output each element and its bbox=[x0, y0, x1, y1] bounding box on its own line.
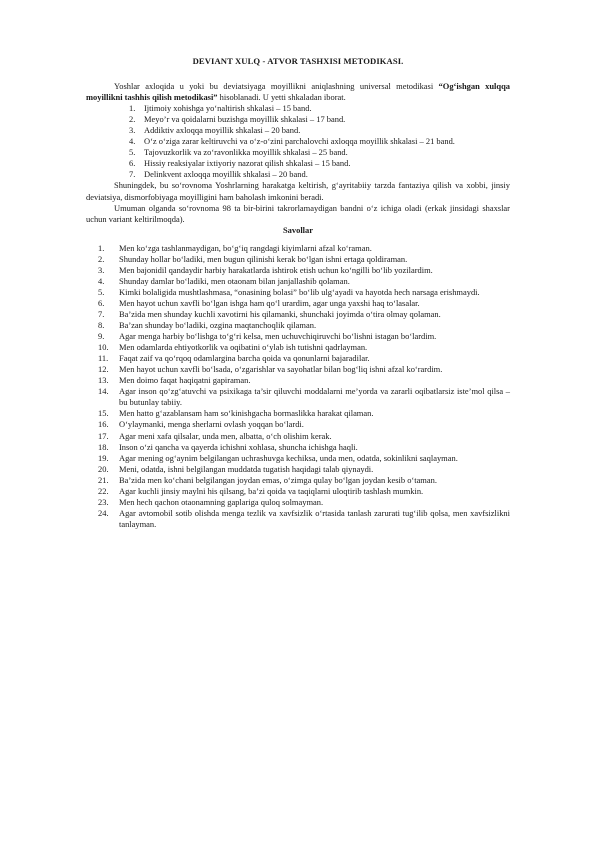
question-number: 1. bbox=[98, 242, 105, 253]
question-number: 16. bbox=[98, 419, 109, 430]
question-item bbox=[86, 265, 510, 276]
scale-number: 7. bbox=[129, 169, 136, 180]
scale-item bbox=[86, 114, 510, 125]
question-number: 9. bbox=[98, 331, 105, 342]
scale-text: Tajovuzkorlik va zo‘ravonlikka moyillik shkalasi – 25 band. bbox=[144, 147, 348, 158]
question-text: Meni, odatda, ishni belgilangan muddatda tugatish haqidagi talab qiynaydi. bbox=[119, 463, 374, 474]
question-item bbox=[86, 442, 510, 453]
scale-text: O‘z o‘ziga zarar keltiruvchi va o‘z-o‘zini parchalovchi axloqqa moyillik shkalasi – 21 band. bbox=[144, 136, 455, 147]
scale-item bbox=[86, 147, 510, 158]
scale-number: 3. bbox=[129, 125, 136, 136]
scale-number: 1. bbox=[129, 103, 136, 114]
question-text: Men hayot uchun xavfli bo‘lsada, o‘zgarishlar va sayohatlar bilan bog‘liq ishni afzal ko‘rardim. bbox=[119, 364, 443, 375]
question-number: 6. bbox=[98, 297, 105, 308]
question-number: 2. bbox=[98, 253, 105, 264]
scale-item bbox=[86, 125, 510, 136]
question-text: Ba’zida men shunday kuchli xavotirni his qilamanki, shunchaki joyimda o‘tira olmay qolaman. bbox=[119, 308, 441, 319]
question-number: 21. bbox=[98, 474, 109, 485]
question-number: 12. bbox=[98, 364, 109, 375]
question-item bbox=[86, 464, 510, 475]
question-text: Agar inson qo‘zg‘atuvchi va psixikaga ta’sir qiluvchi moddalarni me’yorda va zararli oqibatlarsiz iste’mol qilsa – bu butunlay tabiiy. bbox=[119, 386, 510, 408]
question-text: Men odamlarda ehtiyotkorlik va oqibatini o‘ylab ish tutishni qadrlayman. bbox=[119, 342, 368, 353]
question-item bbox=[86, 309, 510, 320]
question-item bbox=[86, 375, 510, 386]
question-text: Men hayot uchun xavfli bo‘lgan ishga ham qo‘l urardim, agar unga yaxshi haq to‘lasalar. bbox=[119, 297, 420, 308]
question-item bbox=[86, 486, 510, 497]
question-item bbox=[86, 419, 510, 430]
question-number: 22. bbox=[98, 485, 109, 496]
question-number: 14. bbox=[98, 386, 109, 397]
intro-paragraph bbox=[86, 81, 510, 103]
questions-heading: Savollar bbox=[282, 224, 313, 235]
scale-number: 5. bbox=[129, 147, 136, 158]
question-number: 24. bbox=[98, 507, 109, 518]
question-number: 4. bbox=[98, 275, 105, 286]
question-number: 3. bbox=[98, 264, 105, 275]
question-text: Agar meni xafa qilsalar, unda men, albatta, o‘ch olishim kerak. bbox=[119, 430, 332, 441]
scale-text: Meyo’r va qoidalarni buzishga moyillik shkalasi – 17 band. bbox=[144, 114, 346, 125]
summary-paragraph: Umuman olganda so‘rovnoma 98 ta bir-birini takrorlamaydigan bandni o‘z ichiga oladi (erkak jinsidagi shaxslar uchun variant keltirilmoqda). bbox=[86, 202, 510, 224]
question-item bbox=[86, 298, 510, 309]
intro-text-start: Yoshlar axloqida u yoki bu deviatsiyaga moyillikni aniqlashning universal metodikasi bbox=[114, 81, 439, 92]
questions-list bbox=[86, 243, 510, 530]
question-text: Ba’zida men ko‘chani belgilangan joydan emas, o‘zimga qulay bo‘lgan joydan kesib o‘taman. bbox=[119, 474, 437, 485]
additional-assessment-paragraph: Shuningdek, bu so‘rovnoma Yoshrlarning harakatga keltirish, g‘ayritabiiy tarzda fantaziya qilish va xobbi, jinsiy deviatsiya, dismorfobiyaga moyilligini ham baholash imkonini beradi. bbox=[86, 180, 510, 202]
question-text: Agar mening og‘aynim belgilangan uchrashuvga kechiksa, unda men, odatda, sokinlikni saqlayman. bbox=[119, 452, 458, 463]
question-item bbox=[86, 431, 510, 442]
question-item bbox=[86, 453, 510, 464]
scale-text: Addiktiv axloqqa moyillik shkalasi – 20 band. bbox=[144, 125, 301, 136]
question-item bbox=[86, 386, 510, 408]
question-text: Ba’zan shunday bo‘ladiki, ozgina maqtanchoqlik qilaman. bbox=[119, 320, 317, 331]
question-number: 19. bbox=[98, 452, 109, 463]
question-number: 11. bbox=[98, 353, 109, 364]
scale-number: 2. bbox=[129, 114, 136, 125]
question-item bbox=[86, 508, 510, 530]
question-item bbox=[86, 331, 510, 342]
question-number: 5. bbox=[98, 286, 105, 297]
scale-text: Hissiy reaksiyalar ixtiyoriy nazorat qilish shkalasi – 15 band. bbox=[144, 158, 351, 169]
question-number: 23. bbox=[98, 496, 109, 507]
question-number: 17. bbox=[98, 430, 109, 441]
question-item bbox=[86, 320, 510, 331]
question-item bbox=[86, 364, 510, 375]
scale-text: Delinkvent axloqqa moyillik shkalasi – 20 band. bbox=[144, 169, 308, 180]
scale-item bbox=[86, 158, 510, 169]
scale-item bbox=[86, 169, 510, 180]
intro-text-end: hisoblanadi. U yetti shkaladan iborat. bbox=[217, 92, 346, 103]
scale-number: 6. bbox=[129, 158, 136, 169]
question-number: 20. bbox=[98, 463, 109, 474]
question-text: Men bajonidil qandaydir harbiy harakatlarda ishtirok etish uchun ko‘ngilli bo‘lib yozilardim. bbox=[119, 264, 433, 275]
question-item bbox=[86, 342, 510, 353]
question-number: 10. bbox=[98, 342, 109, 353]
question-text: Men doimo faqat haqiqatni gapiraman. bbox=[119, 375, 251, 386]
question-item bbox=[86, 287, 510, 298]
question-text: Agar menga harbiy bo‘lishga to‘g‘ri kelsa, men uchuvchiqiruvchi bo‘lishni istagan bo‘lardim. bbox=[119, 331, 437, 342]
document-page bbox=[86, 56, 510, 530]
question-text: Shunday damlar bo‘ladiki, men otaonam bilan janjallashib qolaman. bbox=[119, 275, 350, 286]
question-number: 8. bbox=[98, 320, 105, 331]
question-item bbox=[86, 243, 510, 254]
question-item bbox=[86, 353, 510, 364]
question-item bbox=[86, 408, 510, 419]
question-item bbox=[86, 254, 510, 265]
question-text: Inson o‘zi qancha va qayerda ichishni xohlasa, shuncha ichishga haqli. bbox=[119, 441, 358, 452]
scale-item bbox=[86, 103, 510, 114]
question-text: Agar kuchli jinsiy maylni his qilsang, ba’zi qoida va taqiqlarni uloqtirib tashlash mumkin. bbox=[119, 485, 424, 496]
question-number: 15. bbox=[98, 408, 109, 419]
question-text: Men hech qachon otaonamning gaplariga quloq solmayman. bbox=[119, 496, 324, 507]
question-number: 13. bbox=[98, 375, 109, 386]
question-item bbox=[86, 276, 510, 287]
question-item bbox=[86, 475, 510, 486]
question-number: 7. bbox=[98, 308, 105, 319]
question-text: Men hatto g‘azablansam ham so‘kinishgacha bormaslikka harakat qilaman. bbox=[119, 408, 374, 419]
document-title: DEVIANT XULQ - ATVOR TASHXISI METODIKASI. bbox=[192, 56, 404, 66]
question-text: Shunday hollar bo‘ladiki, men bugun qilinishi kerak bo‘lgan ishni ertaga qoldiraman. bbox=[119, 253, 408, 264]
scale-number: 4. bbox=[129, 136, 136, 147]
scale-item bbox=[86, 136, 510, 147]
question-text: Kimki bolaligida mushtlashmasa, “onasining bolasi” bo‘lib ulg‘ayadi va hayotda hech narsaga erishmaydi. bbox=[119, 286, 480, 297]
question-text: Faqat zaif va qo‘rqoq odamlargina barcha qoida va qonunlarni bajaradilar. bbox=[119, 353, 370, 364]
question-item bbox=[86, 497, 510, 508]
question-text: Men ko‘zga tashlanmaydigan, bo‘g‘iq rangdagi kiyimlarni afzal ko‘raman. bbox=[119, 242, 372, 253]
question-number: 18. bbox=[98, 441, 109, 452]
question-text: Agar avtomobil sotib olishda menga tezlik va xavfsizlik o‘rtasida tanlash zarurati tug‘ilib qolsa, men xavfsizlikni tanlayman. bbox=[119, 507, 510, 529]
methodology-name: “Og‘ishgan xulqqa moyillikni tashhis qilish metodikasi” bbox=[86, 81, 511, 103]
question-text: O‘ylaymanki, menga sherlarni ovlash yoqqan bo‘lardi. bbox=[119, 419, 304, 430]
scales-list bbox=[86, 103, 510, 180]
scale-text: Ijtimoiy xohishga yo‘naltirish shkalasi – 15 band. bbox=[144, 103, 312, 114]
